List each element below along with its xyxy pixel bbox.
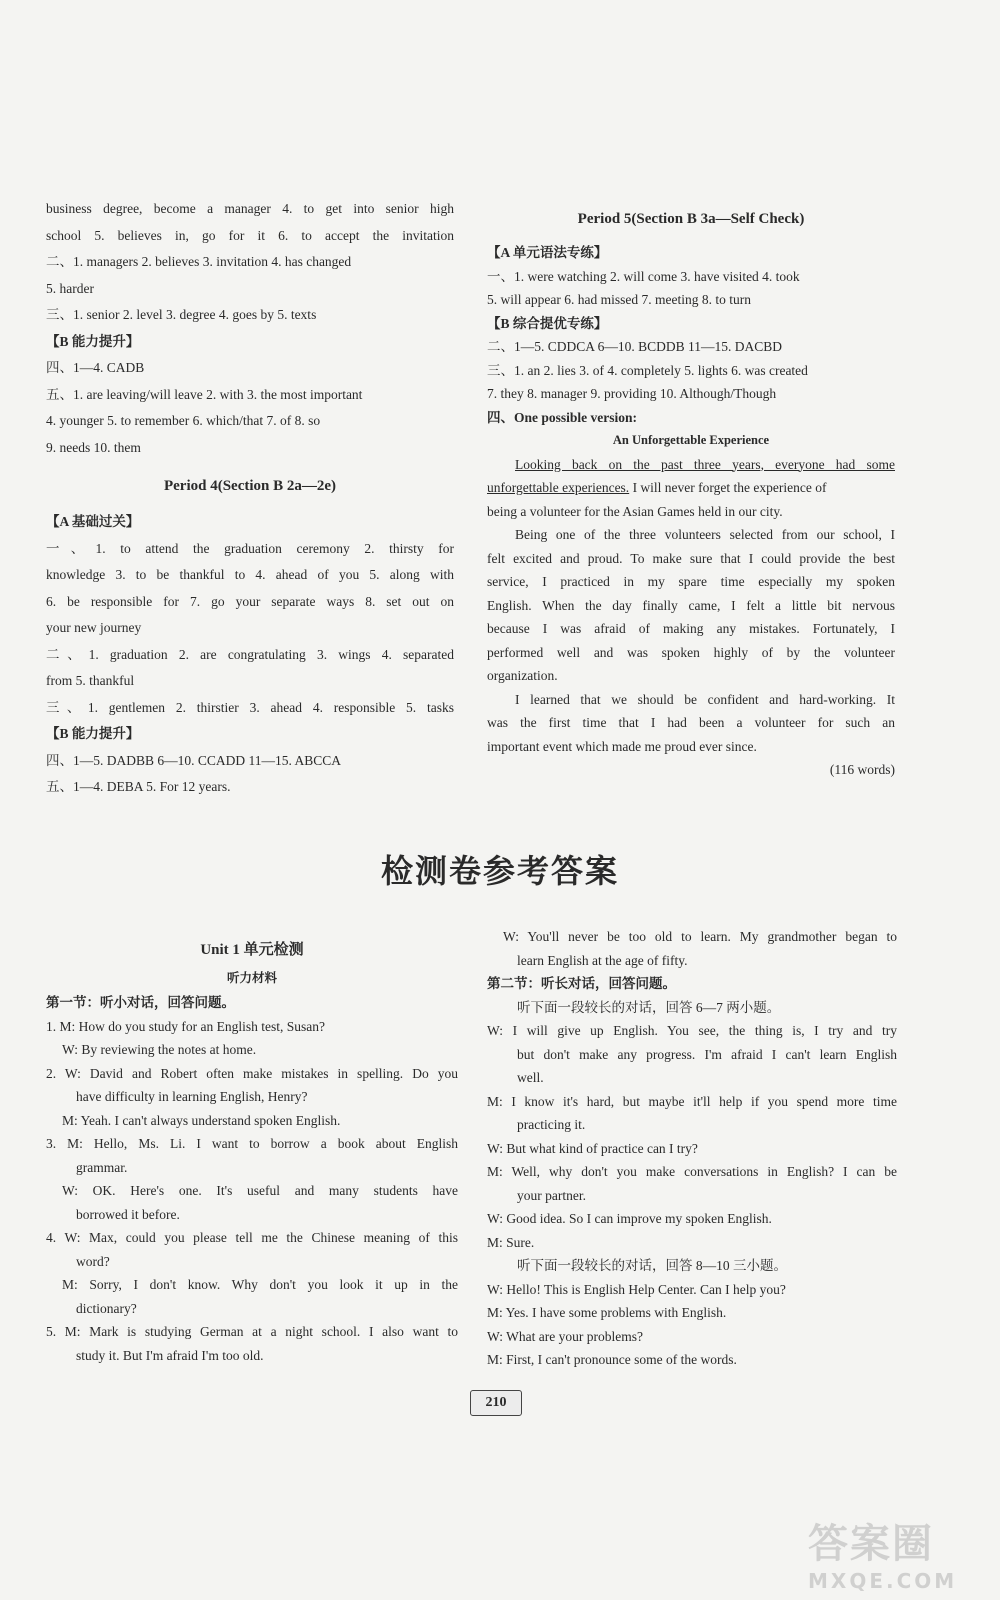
part-label: 第一节：听小对话，回答问题。 [46,995,235,1010]
period4-answers [46,509,454,801]
answer-line: 7. they 8. manager 9. providing 10. Although/Though [487,386,777,401]
answer-line: 一、1. were watching 2. will come 3. have visited 4. took [487,268,800,284]
dialogue-line: 2. W: David and Robert often make mistakes in spelling. Do you [46,1065,458,1081]
watermark-text: 答案圈 [808,1521,934,1567]
section-label: 【B 能力提升】 [46,333,140,349]
answer-line: 5. will appear 6. had missed 7. meeting 8. to turn [487,292,751,307]
essay-line: performed well and was spoken highly of by the volunteer [487,644,895,660]
watermark-logo [808,1512,988,1592]
dialogue-line: well. [517,1070,544,1085]
answer-line: 二、1. graduation 2. are congratulating 3. wings 4. separated [46,646,454,662]
answer-line: 5. harder [46,280,94,296]
dialogue-line: learn English at the age of fifty. [517,952,688,968]
dialogue-line: W: I will give up English. You see, the thing is, I try and try [487,1023,897,1038]
essay-line: important event which made me proud ever since. [487,738,757,754]
essay-line [487,453,895,477]
unit-title: Unit 1 单元检测 [200,942,304,958]
answer-line: 三、1. an 2. lies 3. of 4. completely 5. lights 6. was created [487,362,808,378]
dialogue-line: word? [76,1253,110,1269]
dialogue-line: 4. W: Max, could you please tell me the Chinese meaning of this [46,1230,458,1245]
dialogue-line: W: Hello! This is English Help Center. Can I help you? [487,1281,786,1297]
section-label: 【A 单元语法专练】 [487,245,608,260]
answer-line: 二、1. managers 2. believes 3. invitation 4. has changed [46,254,352,269]
dialogue-line: M: Yeah. I can't always understand spoken English. [62,1112,341,1128]
part-label: 第二节：听长对话，回答问题。 [487,976,676,991]
essay-text: I will never forget the experience of [629,480,827,495]
answer-line: school 5. believes in, go for it 6. to accept the invitation [46,227,454,243]
underlined-text: unforgettable experiences. [487,480,630,495]
watermark-url: MXQE.COM [808,1569,958,1593]
answer-line: 五、1—4. DEBA 5. For 12 years. [46,779,231,794]
essay-line: service, I practiced in my spare time especially my spoken [487,574,895,589]
period4-title: Period 4(Section B 2a—2e) [163,478,337,494]
word-count: (116 words) [829,762,895,777]
dialogue-line: dictionary? [76,1300,137,1316]
section-label: 【B 能力提升】 [46,726,140,741]
underlined-text: Looking back on the past three years, everyone had some [515,456,895,472]
dialogue-line: W: You'll never be too old to learn. My grandmother began to [503,929,897,944]
unit-subtitle: 听力材料 [226,971,277,985]
section-label: 【A 基础过关】 [46,514,140,529]
dialogue-line: practicing it. [517,1117,586,1132]
essay-line: English. When the day finally came, I felt a little bit nervous [487,597,895,613]
dialogue-line: M: Sorry, I don't know. Why don't you look it up in the [62,1277,458,1292]
dialogue-line: borrowed it before. [76,1206,180,1222]
period5-answers [487,241,895,782]
dialogue-line: grammar. [76,1159,128,1175]
essay-line: being a volunteer for the Asian Games held in our city. [487,503,783,519]
essay-line [487,476,895,500]
essay-line: organization. [487,668,558,683]
dialogue-line: M: I know it's hard, but maybe it'll help if you spend more time [487,1093,897,1109]
answer-line: 二、1—5. CDDCA 6—10. BCDDB 11—15. DACBD [487,339,783,354]
essay-line: Being one of the three volunteers selected from our school, I [515,527,895,542]
answer-line: 四、1—5. DADBB 6—10. CCADD 11—15. ABCCA [46,752,342,768]
answer-line: 三、1. senior 2. level 3. degree 4. goes by 5. texts [46,307,317,322]
dialogue-line: 5. M: Mark is studying German at a night school. I also want to [46,1324,458,1339]
dialogue-line: but don't make any progress. I'm afraid I can't learn English [517,1046,897,1062]
dialogue-line: M: Well, why don't you make conversations in English? I can be [487,1164,897,1179]
dialogue-line: 1. M: How do you study for an English test, Susan? [46,1018,325,1034]
instruction-line: 听下面一段较长的对话，回答 6—7 两小题。 [517,999,781,1015]
answer-line: 三、1. gentlemen 2. thirstier 3. ahead 4. responsible 5. tasks [46,699,454,715]
dialogue-line: 3. M: Hello, Ms. Li. I want to borrow a book about English [46,1136,458,1151]
answer-line: 一、1. to attend the graduation ceremony 2. thirsty for [46,540,454,556]
answer-line: business degree, become a manager 4. to get into senior high [46,201,454,216]
answer-line: 6. be responsible for 7. go your separate ways 8. set out on [46,593,454,609]
answer-line: from 5. thankful [46,673,135,688]
answer-line: knowledge 3. to be thankful to 4. ahead of you 5. along with [46,567,454,582]
essay-line: because I was afraid of making any mistakes. Fortunately, I [487,621,895,636]
dialogue-line: your partner. [517,1187,586,1203]
dialogue-line: M: Sure. [487,1234,535,1250]
dialogue-line: W: What are your problems? [487,1328,643,1344]
essay-line: was the first time that I had been a volunteer for such an [487,715,895,730]
period5-title: Period 5(Section B 3a—Self Check) [577,211,805,227]
dialogue-line: M: Yes. I have some problems with English. [487,1305,727,1320]
dialogue-line: have difficulty in learning English, Henry? [76,1089,308,1104]
answer-line: your new journey [46,620,142,635]
answer-line: 四、1—4. CADB [46,360,145,375]
answer-line: 4. younger 5. to remember 6. which/that 7. of 8. so [46,413,321,428]
page-number: 210 [470,1390,522,1416]
unit-right-column [487,925,897,1372]
essay-line: felt excited and proud. To make sure that I could provide the best [487,550,895,566]
answer-line: 9. needs 10. them [46,439,141,455]
section-label: 【B 综合提优专练】 [487,315,608,331]
dialogue-line: W: OK. Here's one. It's useful and many students have [62,1183,458,1198]
left-top-column [46,196,454,461]
dialogue-line: W: Good idea. So I can improve my spoken English. [487,1211,772,1226]
section-label: 四、One possible version: [487,409,638,425]
essay-title: An Unforgettable Experience [612,433,770,447]
dialogue-line: M: First, I can't pronounce some of the words. [487,1352,737,1367]
dialogue-line: study it. But I'm afraid I'm too old. [76,1347,264,1363]
instruction-line: 听下面一段较长的对话，回答 8—10 三小题。 [517,1258,787,1273]
dialogue-line: W: But what kind of practice can I try? [487,1140,698,1156]
unit-left-column [46,935,458,1367]
dialogue-line: W: By reviewing the notes at home. [62,1042,257,1057]
answer-line: 五、1. are leaving/will leave 2. with 3. the most important [46,386,363,402]
essay-line: I learned that we should be confident and hard-working. It [515,691,895,707]
section-title: 检测卷参考答案 [380,852,619,890]
